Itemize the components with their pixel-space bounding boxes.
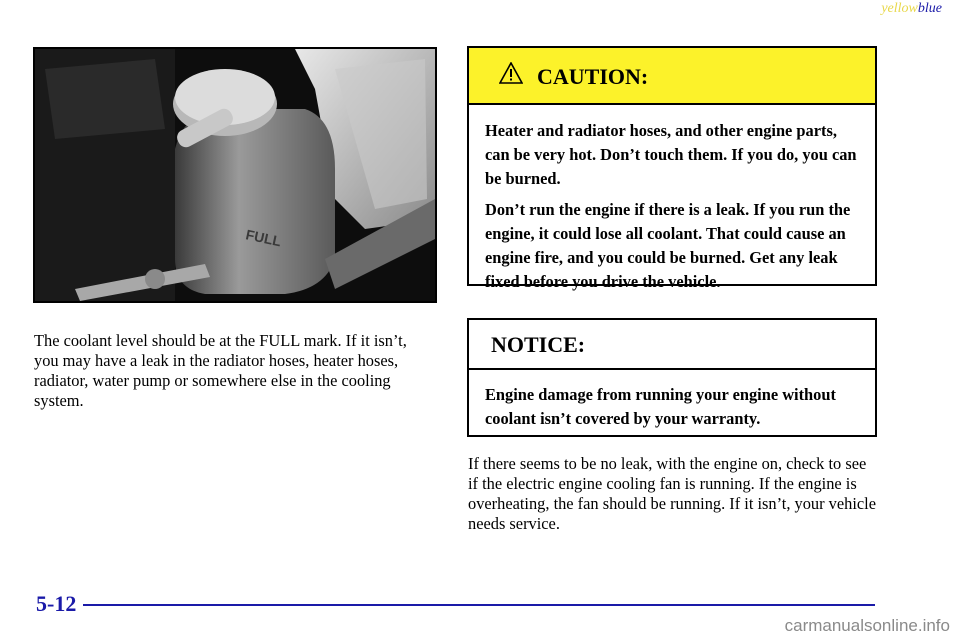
fan-check-paragraph	[468, 454, 880, 534]
notice-header	[469, 320, 875, 370]
warning-triangle-icon	[499, 62, 523, 84]
caution-text-1: Heater and radiator hoses, and other engine parts, can be very hot. Don’t touch them. If you do, you can be burned.	[485, 121, 857, 188]
notice-box	[467, 318, 877, 437]
coolant-level-text: The coolant level should be at the FULL mark. If it isn’t, you may have a leak in the radiator hoses, heater hoses, radiator, water pump or somewhere else in the cooling system.	[34, 331, 407, 410]
footer-rule	[83, 604, 875, 606]
color-tag-blue: blue	[917, 1, 942, 16]
caution-header	[469, 48, 875, 105]
caution-box	[467, 46, 877, 291]
notice-body	[469, 370, 875, 431]
coolant-reservoir-photo	[33, 47, 437, 303]
page-number: 5-12	[36, 591, 77, 616]
caution-text-2: Don’t run the engine if there is a leak. If you run the engine, it could lose all coolant. That could cause an engine fire, and you could be burned. Get any leak fixed before you drive the vehicle.	[485, 200, 851, 291]
caution-heading: CAUTION:	[537, 64, 649, 89]
fan-check-text: If there seems to be no leak, with the engine on, check to see if the electric engine cooling fan is running. If the engine is overheating, the fan should be running. If it isn’t, your vehicle needs service.	[468, 454, 876, 533]
notice-text: Engine damage from running your engine without coolant isn’t covered by your warranty.	[485, 385, 836, 428]
notice-heading: NOTICE:	[491, 332, 586, 357]
color-tag-yellow: yellow	[881, 1, 918, 16]
coolant-level-paragraph	[34, 331, 434, 411]
color-tag-header	[881, 1, 942, 17]
watermark: carmanualsonline.info	[784, 616, 950, 635]
full-mark-label: FULL	[244, 226, 283, 250]
caution-body	[469, 105, 875, 294]
